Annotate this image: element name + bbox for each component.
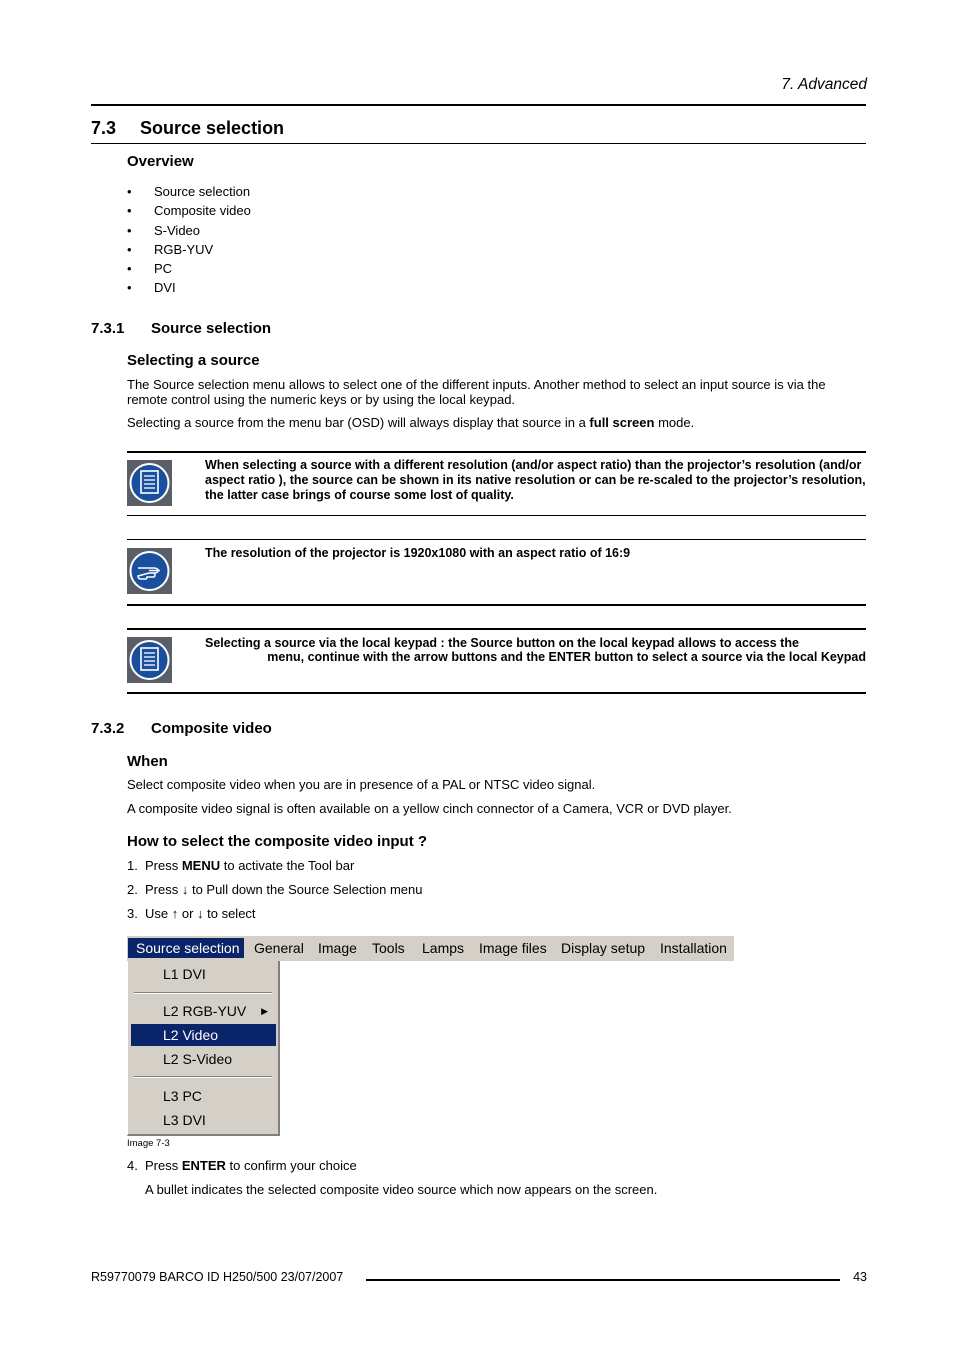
note-icon	[127, 637, 172, 683]
step-note: A bullet indicates the selected composite video source which now appears on the screen.	[145, 1182, 658, 1197]
step-item	[127, 906, 422, 930]
dropdown-item-l2-rgb-yuv[interactable]	[131, 1000, 276, 1022]
list-item: • Source selection	[127, 184, 251, 203]
paragraph-bold: full screen	[589, 415, 655, 430]
dropdown-item-label: L1 DVI	[163, 966, 206, 982]
subsection-title	[91, 720, 272, 737]
section-number: 7.3	[91, 118, 117, 138]
menu-image-files[interactable]: Image files	[479, 940, 547, 956]
subsection-number: 7.3.1	[91, 320, 125, 337]
dropdown-item-l3-pc[interactable]	[131, 1085, 276, 1107]
list-item: • PC	[127, 261, 251, 280]
step-number: 4.	[127, 1158, 138, 1173]
source-dropdown	[127, 961, 280, 1136]
note-text: When selecting a source with a different resolution (and/or aspect ratio) than the projector’s resolution (and/or aspect ratio ), the source can be shown in its native resolution or can be re-scaled to the projector’s resolution, the latter case brings of course some lost of quality.	[205, 458, 866, 502]
menu-lamps[interactable]: Lamps	[422, 940, 465, 956]
note2-rule-top	[127, 628, 866, 630]
list-item: • S-Video	[127, 223, 251, 242]
menu-image[interactable]: Image	[318, 940, 357, 956]
step-bold: MENU	[181, 858, 221, 873]
menu-general[interactable]: General	[254, 940, 304, 956]
subsection-title-text: Composite video	[151, 720, 272, 737]
steps-list	[127, 858, 422, 930]
dropdown-item-label: L2 Video	[163, 1027, 219, 1043]
dropdown-item-label: L2 S-Video	[163, 1051, 233, 1067]
section-rule	[91, 143, 866, 144]
chapter-header: 7. Advanced	[781, 76, 867, 93]
step-item	[127, 858, 422, 882]
note-rule-bottom	[127, 515, 866, 516]
subsection-number: 7.3.2	[91, 720, 125, 737]
step-text: to confirm your choice	[225, 1158, 357, 1173]
paragraph: Select composite video when you are in presence of a PAL or NTSC video signal.	[127, 777, 596, 792]
menu-tools[interactable]: Tools	[372, 940, 405, 956]
menu-installation[interactable]: Installation	[660, 940, 727, 956]
note2-text-line2: menu, continue with the arrow buttons and the ENTER button to select a source via the local Keypad	[267, 650, 866, 664]
image-caption: Image 7-3	[127, 1138, 170, 1149]
submenu-arrow-icon: ▶	[261, 1006, 268, 1016]
note2-text-line1: Selecting a source via the local keypad : the Source button on the local keypad allows to access the	[205, 636, 799, 650]
how-heading: How to select the composite video input ?	[127, 833, 428, 850]
paragraph-text: Selecting a source from the menu bar (OSD) will always display that source in a	[127, 415, 590, 430]
step-text: to activate the Tool bar	[220, 858, 355, 873]
step-number: 2.	[127, 882, 138, 897]
overview-heading: Overview	[127, 153, 194, 170]
subsection-title	[91, 320, 271, 337]
dropdown-separator	[134, 1076, 272, 1078]
when-heading: When	[127, 753, 168, 770]
list-item: • DVI	[127, 280, 251, 299]
step-item	[127, 882, 422, 906]
tip-text: The resolution of the projector is 1920x1080 with an aspect ratio of 16:9	[205, 546, 631, 560]
dropdown-item-label: L2 RGB-YUV	[163, 1003, 247, 1019]
selecting-heading: Selecting a source	[127, 352, 260, 369]
step-number: 1.	[127, 858, 138, 873]
section-title	[91, 118, 284, 139]
step-text: Press	[145, 858, 182, 873]
step-text: Use ↑ or ↓ to select	[145, 906, 256, 921]
section-title-text: Source selection	[140, 118, 285, 138]
paragraph: The Source selection menu allows to select one of the different inputs. Another method to select an input source is via the remote control using the numeric keys or by using the local keypad.	[127, 377, 826, 407]
menu-source-selection[interactable]: Source selection	[128, 938, 244, 958]
paragraph-text: mode.	[654, 415, 695, 430]
subsection-title-text: Source selection	[151, 320, 272, 337]
osd-screenshot	[127, 936, 734, 1136]
menu-display-setup[interactable]: Display setup	[561, 940, 646, 956]
list-item: • RGB-YUV	[127, 242, 251, 261]
step-text: Press	[145, 1158, 182, 1173]
dropdown-item-l2-s-video[interactable]	[131, 1048, 276, 1070]
tip-rule-bottom	[127, 604, 866, 606]
note-rule-top	[127, 451, 866, 453]
step-item	[127, 1158, 657, 1182]
pointing-hand-icon	[127, 548, 172, 594]
dropdown-separator	[134, 992, 272, 994]
overview-list	[127, 184, 251, 300]
step4	[127, 1158, 657, 1206]
note-icon	[127, 460, 172, 506]
list-item: • Composite video	[127, 203, 251, 222]
step-number: 3.	[127, 906, 138, 921]
paragraph	[127, 416, 866, 431]
step-text: Press ↓ to Pull down the Source Selection menu	[145, 882, 423, 897]
page-number: 43	[853, 1270, 867, 1284]
footer-rule	[366, 1279, 840, 1281]
dropdown-item-label: L3 PC	[163, 1088, 202, 1104]
footer-text: R59770079 BARCO ID H250/500 23/07/2007	[91, 1270, 344, 1284]
osd-menubar	[127, 936, 734, 961]
tip-rule-top	[127, 539, 866, 540]
paragraph: A composite video signal is often available on a yellow cinch connector of a Camera, VCR or DVD player.	[127, 801, 732, 816]
note2-rule-bottom	[127, 692, 866, 694]
dropdown-item-l3-dvi[interactable]	[131, 1109, 276, 1131]
dropdown-item-l2-video[interactable]	[131, 1024, 276, 1046]
dropdown-item-label: L3 DVI	[163, 1112, 206, 1128]
header-rule	[91, 104, 866, 106]
dropdown-item-l1-dvi[interactable]	[131, 963, 276, 985]
step-bold: ENTER	[181, 1158, 226, 1173]
